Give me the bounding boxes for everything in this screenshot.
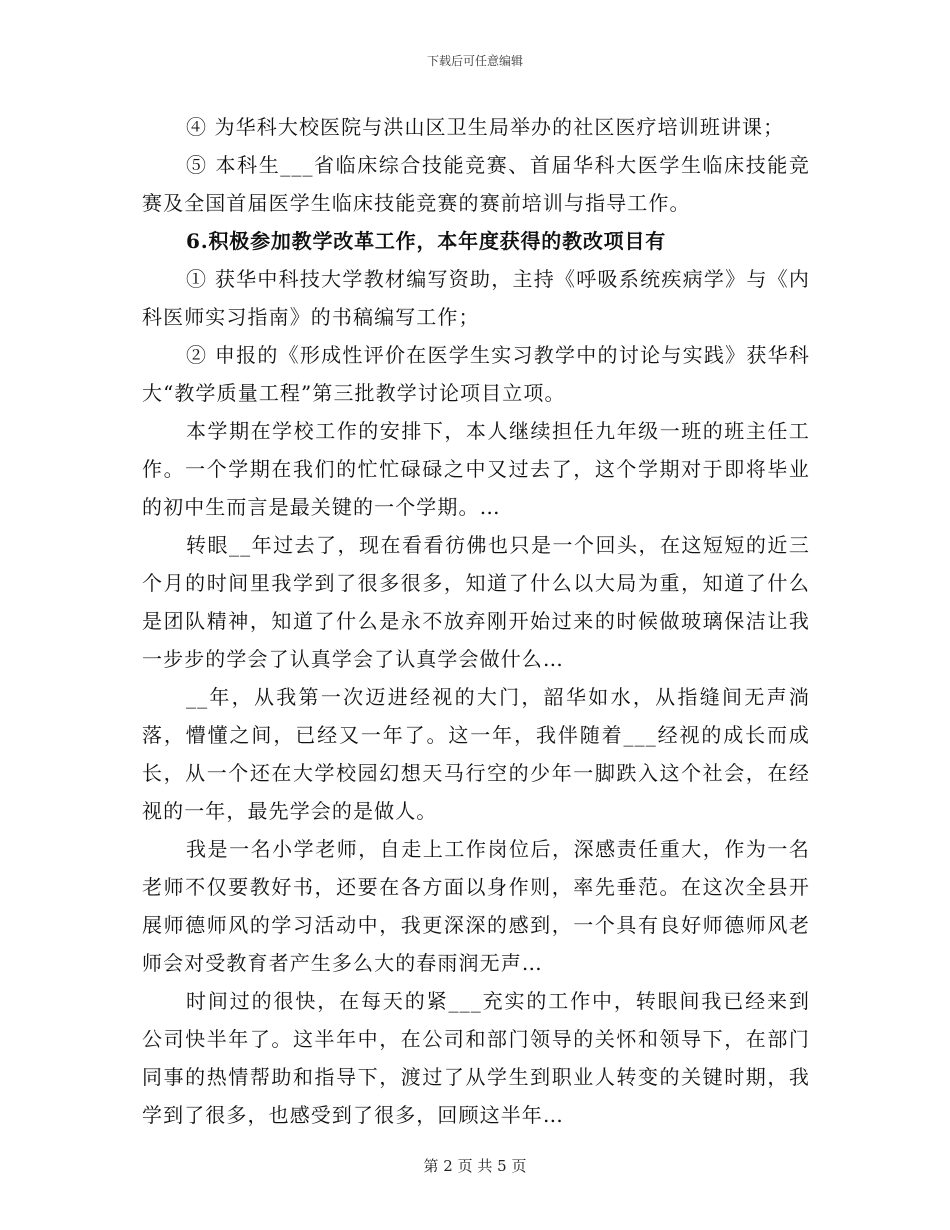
page-header: 下载后可任意编辑 [426,54,523,68]
paragraph-half-year: 时间过的很快，在每天的紧___充实的工作中，转眼间我已经来到公司快半年了。这半年中，在公司和部门领导的关怀和领导下，在部门同事的热情帮助和指导下，渡过了从学生到职业人转变的关键时期，我学到了很多，也感受到了很多，回顾这半年… [142,989,810,1127]
paragraph-item-5: ⑤ 本科生___省临床综合技能竞赛、首届华科大医学生临床技能竞赛及全国首届医学生临床技能竞赛的赛前培训与指导工作。 [142,153,810,215]
paragraph-item-2: ② 申报的《形成性评价在医学生实习教学中的讨论与实践》获华科大“教学质量工程”第三批教学讨论项目立项。 [142,343,810,405]
document-body [142,108,810,1134]
section-heading-6: 6.积极参加教学改革工作，本年度获得的教改项目有 [186,229,667,253]
paragraph-internship: 转眼__年过去了，现在看看彷佛也只是一个回头，在这短短的近三个月的时间里我学到了很多很多，知道了什么以大局为重，知道了什么是团队精神，知道了什么是永不放弃刚开始过来的时候做玻璃保洁让我一步步的学会了认真学会了认真学会做什么… [142,533,810,671]
paragraph-class-teacher: 本学期在学校工作的安排下，本人继续担任九年级一班的班主任工作。一个学期在我们的忙忙碌碌之中又过去了，这个学期对于即将毕业的初中生而言是最关键的一个学期。… [142,419,810,519]
page-number: 第 2 页 共 5 页 [423,1157,527,1175]
paragraph-teacher-ethics: 我是一名小学老师，自走上工作岗位后，深感责任重大，作为一名老师不仅要教好书，还要在各方面以身作则，率先垂范。在这次全县开展师德师风的学习活动中，我更深深的感到，一个具有良好师德师风老师会对受教育者产生多么大的春雨润无声… [142,837,810,975]
paragraph-item-1: ① 获华中科技大学教材编写资助，主持《呼吸系统疾病学》与《内科医师实习指南》的书稿编写工作； [142,267,810,329]
paragraph-item-4: ④ 为华科大校医院与洪山区卫生局举办的社区医疗培训班讲课； [186,115,785,139]
paragraph-jingshi: __年，从我第一次迈进经视的大门，韶华如水，从指缝间无声淌落，懵懂之间，已经又一年了。这一年，我伴随着___经视的成长而成长，从一个还在大学校园幻想天马行空的少年一脚跌入这个社会，在经视的一年，最先学会的是做人。 [142,685,810,823]
